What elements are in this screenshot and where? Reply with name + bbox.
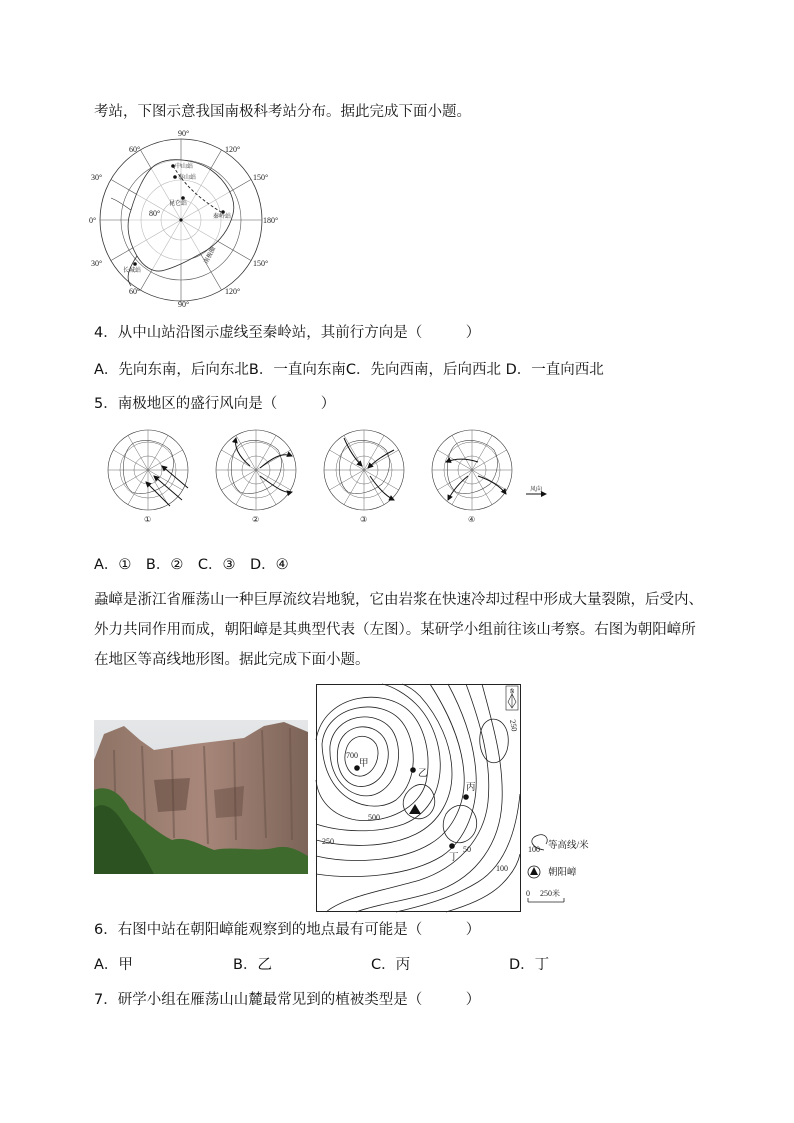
q4-stem: 4．从中山站沿图示虚线至秦岭站，其前行方向是（ ） [94, 325, 481, 341]
q6-option-c: C．丙 [371, 957, 411, 973]
meridian-label: 90° [178, 300, 190, 309]
contour-value: 700 [346, 751, 358, 760]
q6-option-d: D．丁 [509, 957, 550, 973]
meridian-label: 90° [178, 129, 190, 138]
station-label: 昆仑站 [169, 201, 188, 207]
point-ding: 丁 [449, 853, 459, 863]
station-label: 长城站 [123, 268, 142, 274]
wind-panel-3 [324, 430, 404, 524]
meridian-label: 180° [263, 216, 279, 225]
svg-text:①: ① [144, 515, 152, 524]
station-label: 秦岭站 [213, 214, 232, 220]
contour-value: 100 [496, 864, 508, 873]
wind-direction-panels [94, 424, 564, 524]
contour-value: 50 [463, 845, 471, 854]
station-label: 泰山站 [178, 175, 197, 181]
wind-panel-4 [432, 430, 512, 524]
contour-map [316, 684, 521, 912]
contour-value: 500 [368, 813, 380, 822]
cliff-photo [94, 720, 308, 874]
point-jia: 甲 [359, 759, 369, 769]
meridian-label: 120° [225, 145, 241, 154]
contour-value: 250 [322, 837, 334, 846]
svg-text:风向: 风向 [530, 487, 543, 493]
antarctic-station-map [89, 129, 279, 309]
contour-value: 250 [508, 718, 519, 733]
q6-option-b: B．乙 [233, 957, 272, 973]
q5-stem: 5．南极地区的盛行风向是（ ） [94, 396, 336, 412]
svg-text:N: N [510, 689, 515, 695]
point-yi: 乙 [418, 769, 428, 779]
q7-stem: 7．研学小组在雁荡山山麓最常见到的植被类型是（ ） [94, 992, 481, 1008]
contour-legend [522, 830, 622, 910]
svg-text:250米: 250米 [540, 889, 560, 898]
svg-text:朝阳嶂: 朝阳嶂 [548, 868, 577, 878]
intro-text: 考站，下图示意我国南极科考站分布。据此完成下面小题。 [94, 104, 471, 120]
point-bing: 丙 [466, 783, 476, 793]
parallel-label: 80° [149, 209, 161, 218]
q4-options: A．先向东南，后向东北B．一直向东南C．先向西南，后向西北 D．一直向西北 [94, 362, 604, 378]
antarctic-circle-label: 南极圈 [203, 246, 218, 265]
q6-stem: 6．右图中站在朝阳嶂能观察到的地点最有可能是（ ） [94, 922, 481, 938]
meridian-label: 0° [89, 216, 97, 225]
svg-text:0: 0 [526, 889, 530, 898]
svg-text:②: ② [252, 515, 260, 524]
svg-text:等高线/米: 等高线/米 [548, 841, 589, 851]
meridian-label: 60° [129, 145, 141, 154]
meridian-label: 30° [91, 173, 103, 182]
meridian-label: 30° [91, 259, 103, 268]
svg-text:③: ③ [360, 515, 368, 524]
passage-text: 蝨嶂是浙江省雁荡山一种巨厚流纹岩地貌，它由岩浆在快速冷却过程中形成大量裂隙，后受内、外力共同作用而成，朝阳嶂是其典型代表（左图）。某研学小组前往该山考察。右图为朝阳嶂所在地区等高线地形图。据此完成下面小题。 [94, 592, 703, 668]
meridian-label: 150° [253, 173, 269, 182]
station-label: 中山站 [175, 164, 194, 170]
meridian-label: 60° [129, 287, 141, 296]
q5-options: A．① B．② C．③ D．④ [94, 557, 289, 573]
q6-option-a: A．甲 [94, 957, 133, 973]
meridian-label: 150° [253, 259, 269, 268]
wind-legend [526, 485, 546, 494]
wind-panel-1 [108, 430, 188, 524]
wind-panel-2 [216, 430, 296, 524]
svg-text:100: 100 [528, 845, 540, 854]
svg-text:④: ④ [468, 515, 476, 524]
meridian-label: 120° [225, 287, 241, 296]
